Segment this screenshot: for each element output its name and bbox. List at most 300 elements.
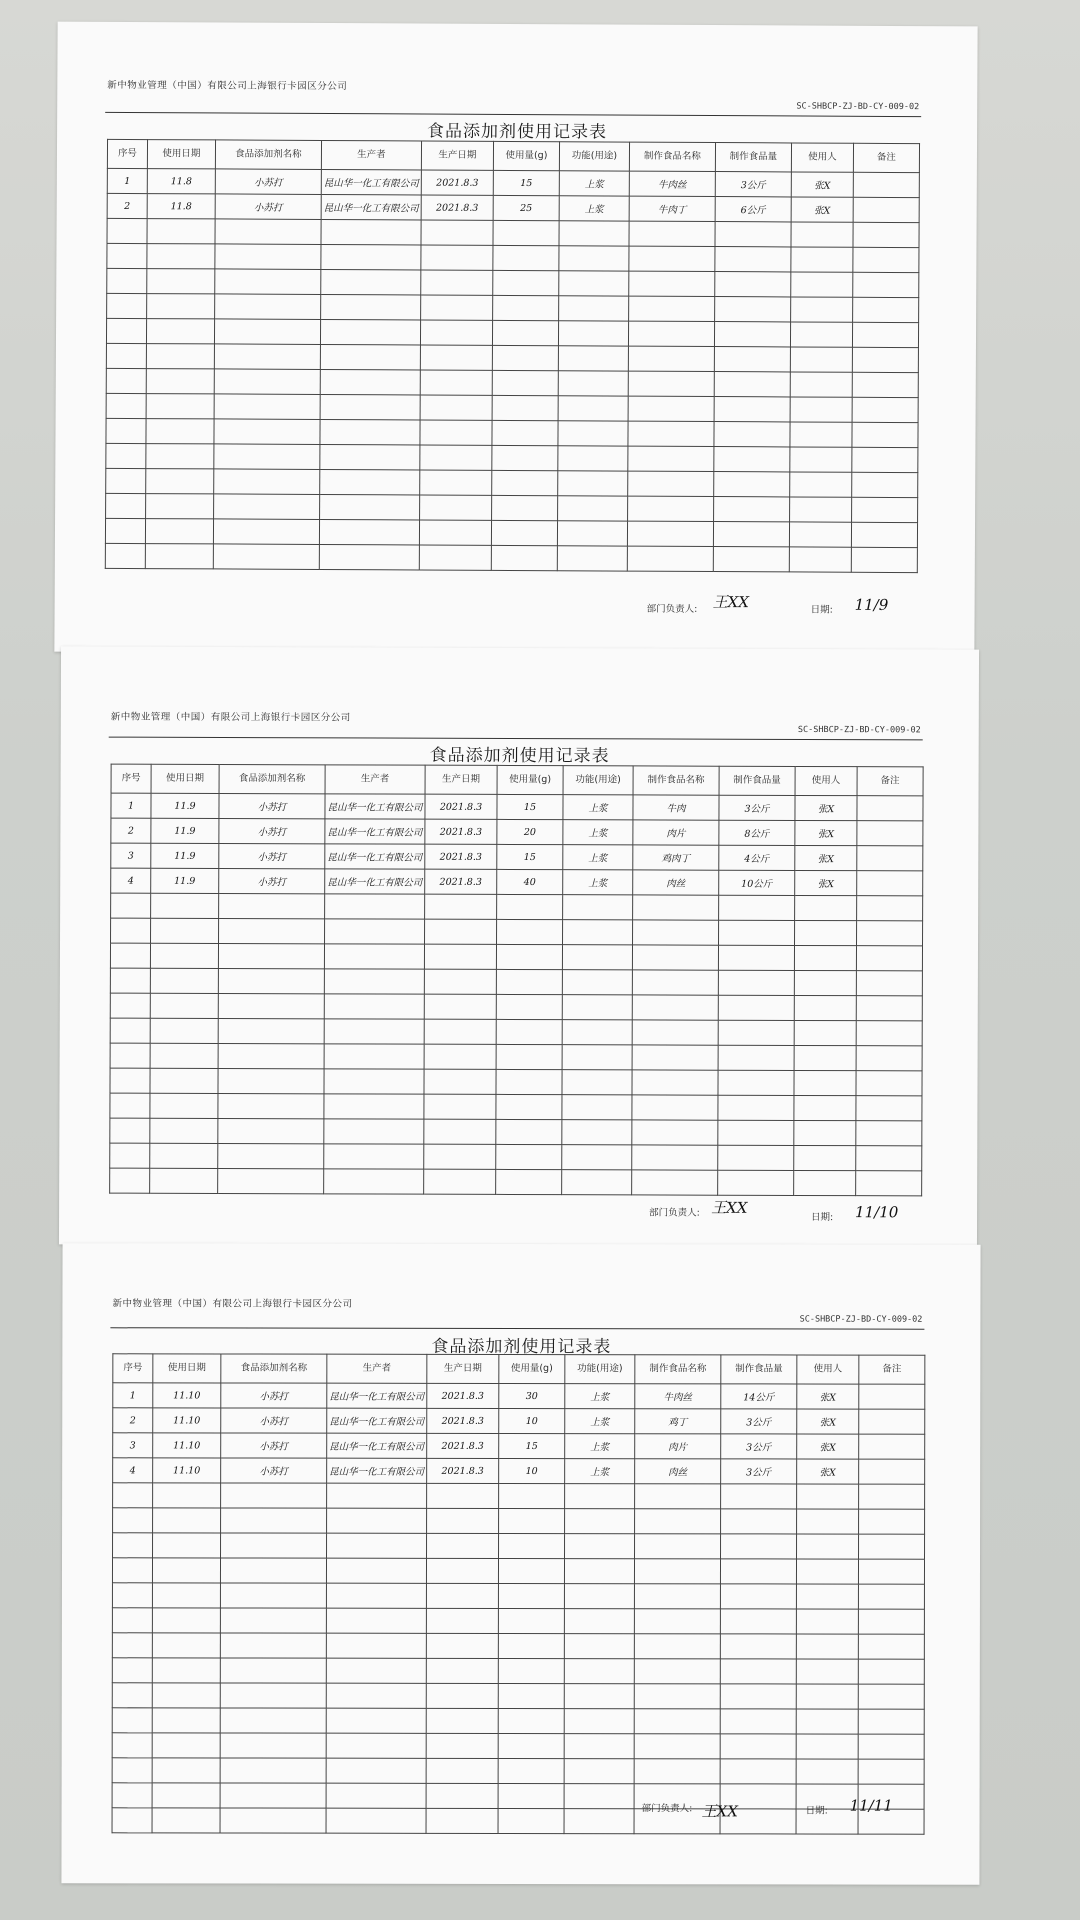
empty-table-row (112, 1558, 924, 1584)
document-code: SC-SHBCP-ZJ-BD-CY-009-02 (796, 101, 920, 113)
empty-cell (718, 1020, 794, 1045)
cell-producer: 昆山华一化工有限公司 (327, 1383, 427, 1408)
column-header-additive-name: 食品添加剂名称 (219, 764, 325, 793)
cell-food-quantity: 10公斤 (719, 870, 795, 895)
cell-remarks (859, 1409, 925, 1434)
empty-cell (324, 1169, 424, 1194)
company-name: 新中物业管理（中国）有限公司上海银行卡园区分公司 (112, 1298, 353, 1310)
empty-cell (419, 520, 491, 545)
date-value: 11/9 (854, 595, 889, 614)
empty-table-row (110, 1118, 922, 1146)
empty-cell (632, 970, 718, 995)
empty-cell (218, 1168, 324, 1193)
cell-production-date: 2021.8.3 (425, 794, 497, 819)
empty-cell (145, 544, 213, 569)
empty-cell (214, 494, 320, 520)
empty-cell (424, 994, 496, 1019)
empty-cell (221, 1508, 327, 1533)
empty-cell (420, 320, 492, 345)
empty-cell (492, 370, 558, 395)
empty-cell (426, 1658, 498, 1683)
empty-cell (491, 545, 557, 570)
empty-cell (797, 1509, 859, 1534)
date-label: 日期: (805, 1805, 828, 1817)
empty-table-row (112, 1683, 924, 1709)
empty-cell (498, 1708, 564, 1733)
cell-additive-name: 小苏打 (221, 1408, 327, 1433)
empty-table-row (110, 1018, 922, 1046)
empty-cell (721, 1484, 797, 1509)
cell-producer: 昆山华一化工有限公司 (325, 819, 425, 844)
cell-amount: 40 (497, 869, 563, 894)
empty-cell (146, 369, 214, 394)
empty-cell (496, 1169, 562, 1194)
empty-cell (112, 1808, 152, 1833)
cell-remarks (859, 1434, 925, 1459)
empty-cell (796, 1559, 858, 1584)
empty-cell (858, 1559, 924, 1584)
column-header-seq: 序号 (111, 764, 151, 793)
empty-cell (796, 1659, 858, 1684)
manager-signature: 王XX (711, 1198, 748, 1217)
empty-cell (856, 1146, 922, 1171)
cell-use-date: 11.9 (151, 868, 219, 893)
empty-cell (146, 319, 214, 344)
empty-cell (790, 322, 852, 347)
empty-cell (326, 1733, 426, 1758)
empty-cell (858, 1634, 924, 1659)
column-header-producer: 生产者 (327, 1354, 427, 1383)
empty-cell (720, 1684, 796, 1709)
empty-cell (558, 396, 628, 421)
cell-amount: 15 (497, 844, 563, 869)
cell-additive-name: 小苏打 (221, 1458, 327, 1483)
empty-cell (558, 446, 628, 471)
column-header-remarks: 备注 (853, 143, 919, 172)
empty-cell (559, 296, 629, 321)
cell-additive-name: 小苏打 (215, 194, 321, 220)
empty-cell (113, 1533, 153, 1558)
empty-cell (220, 1783, 326, 1808)
empty-cell (421, 220, 493, 245)
empty-cell (628, 321, 714, 346)
empty-cell (493, 245, 559, 270)
empty-cell (320, 469, 420, 495)
empty-cell (424, 1019, 496, 1044)
empty-cell (327, 1508, 427, 1533)
empty-cell (858, 1759, 924, 1784)
column-header-use-date: 使用日期 (151, 764, 219, 793)
empty-cell (327, 1483, 427, 1508)
empty-cell (498, 1758, 564, 1783)
empty-cell (112, 1758, 152, 1783)
cell-operator: 张X (795, 795, 857, 820)
empty-cell (498, 1558, 564, 1583)
empty-cell (718, 995, 794, 1020)
cell-production-date: 2021.8.3 (425, 844, 497, 869)
empty-cell (152, 1783, 220, 1808)
cell-producer: 昆山华一化工有限公司 (325, 794, 425, 819)
cell-function: 上浆 (559, 196, 629, 221)
empty-cell (325, 894, 425, 919)
empty-cell (559, 221, 629, 246)
empty-cell (633, 895, 719, 920)
empty-cell (326, 1783, 426, 1808)
cell-production-date: 2021.8.3 (421, 195, 493, 220)
empty-cell (856, 1071, 922, 1096)
empty-cell (326, 1808, 426, 1833)
empty-cell (221, 1483, 327, 1508)
empty-cell (218, 1118, 324, 1143)
empty-cell (796, 1584, 858, 1609)
empty-cell (151, 893, 219, 918)
empty-cell (795, 920, 857, 945)
empty-cell (852, 422, 918, 447)
cell-remarks (857, 796, 923, 821)
empty-cell (628, 496, 714, 521)
column-header-operator: 使用人 (795, 766, 857, 795)
empty-cell (853, 272, 919, 297)
empty-cell (146, 394, 214, 419)
cell-additive-name: 小苏打 (219, 843, 325, 868)
empty-cell (153, 1483, 221, 1508)
empty-cell (110, 968, 150, 993)
empty-cell (714, 372, 790, 397)
empty-cell (153, 1508, 221, 1533)
empty-cell (713, 547, 789, 572)
empty-table-row (112, 1708, 924, 1734)
empty-cell (147, 244, 215, 269)
cell-remarks (853, 172, 919, 197)
column-header-production-date: 生产日期 (425, 765, 497, 794)
empty-cell (628, 371, 714, 396)
column-header-use-date: 使用日期 (147, 140, 215, 169)
empty-cell (427, 1483, 499, 1508)
empty-cell (496, 1069, 562, 1094)
cell-amount: 15 (499, 1433, 565, 1458)
empty-cell (218, 1093, 324, 1118)
empty-cell (564, 1734, 634, 1759)
empty-cell (715, 247, 791, 272)
empty-cell (632, 1095, 718, 1120)
empty-cell (565, 1534, 635, 1559)
empty-cell (421, 245, 493, 270)
empty-cell (426, 1708, 498, 1733)
empty-cell (563, 895, 633, 920)
cell-production-date: 2021.8.3 (421, 170, 493, 195)
table-header-row (107, 139, 919, 172)
empty-cell (324, 944, 424, 969)
column-header-seq: 序号 (113, 1354, 153, 1383)
empty-cell (426, 1758, 498, 1783)
cell-production-date: 2021.8.3 (425, 819, 497, 844)
date-value: 11/11 (849, 1796, 893, 1815)
empty-cell (720, 1559, 796, 1584)
empty-cell (720, 1609, 796, 1634)
empty-table-row (112, 1758, 924, 1784)
empty-cell (218, 1068, 324, 1093)
empty-cell (213, 519, 319, 545)
empty-cell (718, 1070, 794, 1095)
empty-cell (151, 918, 219, 943)
empty-cell (796, 1684, 858, 1709)
empty-cell (634, 1559, 720, 1584)
cell-producer: 昆山华一化工有限公司 (327, 1408, 427, 1433)
empty-cell (853, 247, 919, 272)
cell-use-date: 11.10 (153, 1433, 221, 1458)
column-header-operator: 使用人 (791, 143, 853, 172)
empty-cell (320, 369, 420, 395)
column-header-function: 功能(用途) (559, 142, 629, 171)
table-row (113, 1383, 925, 1409)
column-header-food-name: 制作食品名称 (635, 1355, 721, 1384)
empty-cell (427, 1533, 499, 1558)
empty-cell (213, 544, 319, 570)
cell-remarks (857, 871, 923, 896)
cell-function: 上浆 (563, 820, 633, 845)
empty-cell (498, 1658, 564, 1683)
cell-seq: 1 (107, 168, 147, 193)
empty-cell (106, 318, 146, 343)
empty-cell (147, 294, 215, 319)
empty-cell (564, 1559, 634, 1584)
table-row (111, 843, 923, 871)
empty-table-row (111, 893, 923, 921)
empty-table-row (105, 543, 917, 572)
empty-cell (794, 1045, 856, 1070)
empty-cell (220, 1608, 326, 1633)
empty-cell (218, 1018, 324, 1043)
empty-cell (634, 1709, 720, 1734)
empty-cell (628, 396, 714, 421)
table-row (111, 793, 923, 821)
empty-table-row (112, 1608, 924, 1634)
empty-cell (794, 1170, 856, 1195)
empty-cell (790, 447, 852, 472)
empty-cell (106, 343, 146, 368)
empty-cell (146, 444, 214, 469)
empty-cell (110, 1018, 150, 1043)
empty-cell (492, 345, 558, 370)
empty-cell (634, 1759, 720, 1784)
cell-additive-name: 小苏打 (219, 818, 325, 843)
cell-operator: 张X (797, 1459, 859, 1484)
empty-cell (427, 1508, 499, 1533)
empty-table-row (112, 1658, 924, 1684)
empty-cell (856, 996, 922, 1021)
empty-cell (851, 547, 917, 572)
empty-cell (497, 894, 563, 919)
empty-cell (565, 1509, 635, 1534)
empty-cell (152, 1683, 220, 1708)
empty-cell (214, 419, 320, 445)
manager-signature: 王XX (701, 1802, 738, 1821)
cell-additive-name: 小苏打 (219, 868, 325, 893)
empty-cell (628, 471, 714, 496)
empty-cell (794, 1095, 856, 1120)
empty-cell (627, 521, 713, 546)
empty-cell (718, 1045, 794, 1070)
company-name: 新中物业管理（中国）有限公司上海银行卡园区分公司 (107, 79, 348, 93)
empty-cell (719, 895, 795, 920)
empty-cell (632, 1145, 718, 1170)
empty-cell (110, 943, 150, 968)
empty-cell (633, 920, 719, 945)
empty-cell (421, 270, 493, 295)
cell-seq: 1 (111, 793, 151, 818)
cell-operator: 张X (791, 172, 853, 197)
cell-food-name: 牛肉丝 (635, 1384, 721, 1409)
empty-cell (110, 1143, 150, 1168)
empty-cell (420, 395, 492, 420)
column-header-producer: 生产者 (325, 765, 425, 794)
empty-cell (110, 1118, 150, 1143)
empty-cell (112, 1633, 152, 1658)
column-header-food-quantity: 制作食品量 (721, 1355, 797, 1384)
column-header-producer: 生产者 (321, 140, 421, 170)
empty-cell (420, 345, 492, 370)
empty-cell (498, 1633, 564, 1658)
cell-food-quantity: 6公斤 (715, 197, 791, 222)
empty-cell (562, 1070, 632, 1095)
cell-food-quantity: 3公斤 (719, 795, 795, 820)
empty-cell (856, 971, 922, 996)
empty-cell (558, 321, 628, 346)
cell-amount: 25 (493, 195, 559, 220)
cell-function: 上浆 (565, 1434, 635, 1459)
empty-cell (219, 893, 325, 918)
empty-cell (628, 446, 714, 471)
empty-cell (106, 418, 146, 443)
empty-cell (858, 1584, 924, 1609)
column-header-remarks: 备注 (859, 1355, 925, 1384)
empty-cell (498, 1808, 564, 1833)
empty-cell (214, 444, 320, 470)
empty-cell (852, 497, 918, 522)
empty-cell (794, 945, 856, 970)
cell-remarks (853, 197, 919, 222)
empty-cell (215, 269, 321, 295)
empty-cell (419, 545, 491, 570)
empty-cell (564, 1709, 634, 1734)
empty-cell (564, 1684, 634, 1709)
cell-additive-name: 小苏打 (221, 1383, 327, 1408)
empty-cell (562, 945, 632, 970)
empty-cell (220, 1708, 326, 1733)
cell-additive-name: 小苏打 (221, 1433, 327, 1458)
empty-cell (324, 994, 424, 1019)
empty-cell (215, 219, 321, 245)
column-header-seq: 序号 (107, 139, 147, 168)
empty-cell (559, 246, 629, 271)
cell-use-date: 11.8 (147, 169, 215, 194)
empty-cell (720, 1634, 796, 1659)
column-header-amount: 使用量(g) (499, 1354, 565, 1383)
empty-cell (558, 471, 628, 496)
empty-cell (152, 1583, 220, 1608)
empty-cell (152, 1633, 220, 1658)
empty-cell (634, 1634, 720, 1659)
empty-cell (106, 468, 146, 493)
empty-cell (214, 394, 320, 420)
cell-function: 上浆 (565, 1409, 635, 1434)
empty-cell (111, 918, 151, 943)
cell-food-quantity: 3公斤 (715, 172, 791, 197)
empty-cell (106, 493, 146, 518)
empty-cell (794, 995, 856, 1020)
empty-cell (564, 1809, 634, 1834)
empty-cell (106, 368, 146, 393)
record-sheet-3 (61, 1243, 980, 1885)
column-header-remarks: 备注 (857, 767, 923, 796)
empty-cell (327, 1533, 427, 1558)
empty-cell (853, 222, 919, 247)
date-value: 11/10 (855, 1203, 899, 1222)
cell-seq: 4 (111, 868, 151, 893)
empty-cell (721, 1534, 797, 1559)
empty-cell (107, 218, 147, 243)
empty-cell (221, 1533, 327, 1558)
empty-cell (110, 1043, 150, 1068)
cell-food-name: 牛肉丝 (629, 171, 715, 196)
empty-cell (326, 1558, 426, 1583)
empty-cell (852, 397, 918, 422)
empty-cell (424, 1169, 496, 1194)
empty-cell (719, 920, 795, 945)
empty-cell (424, 944, 496, 969)
empty-cell (112, 1733, 152, 1758)
cell-function: 上浆 (565, 1459, 635, 1484)
empty-cell (859, 1509, 925, 1534)
empty-cell (558, 421, 628, 446)
empty-cell (491, 520, 557, 545)
empty-cell (718, 945, 794, 970)
empty-cell (324, 1094, 424, 1119)
cell-amount: 10 (499, 1408, 565, 1433)
empty-cell (794, 1020, 856, 1045)
empty-cell (496, 1144, 562, 1169)
empty-cell (326, 1583, 426, 1608)
cell-additive-name: 小苏打 (215, 169, 321, 195)
cell-additive-name: 小苏打 (219, 793, 325, 818)
empty-cell (112, 1708, 152, 1733)
empty-cell (147, 219, 215, 244)
cell-seq: 2 (111, 818, 151, 843)
empty-cell (152, 1708, 220, 1733)
empty-cell (113, 1508, 153, 1533)
empty-cell (496, 1044, 562, 1069)
empty-cell (324, 1044, 424, 1069)
empty-cell (499, 1508, 565, 1533)
cell-function: 上浆 (563, 795, 633, 820)
table-header-row (111, 764, 923, 796)
empty-cell (218, 943, 324, 968)
cell-amount: 15 (497, 794, 563, 819)
empty-cell (790, 372, 852, 397)
empty-cell (791, 247, 853, 272)
table-row (113, 1433, 925, 1459)
empty-table-row (110, 943, 922, 971)
empty-cell (424, 969, 496, 994)
cell-function: 上浆 (565, 1384, 635, 1409)
empty-cell (853, 297, 919, 322)
cell-use-date: 11.9 (151, 843, 219, 868)
empty-cell (632, 1120, 718, 1145)
empty-cell (424, 1044, 496, 1069)
empty-cell (150, 993, 218, 1018)
empty-cell (152, 1658, 220, 1683)
empty-cell (714, 447, 790, 472)
